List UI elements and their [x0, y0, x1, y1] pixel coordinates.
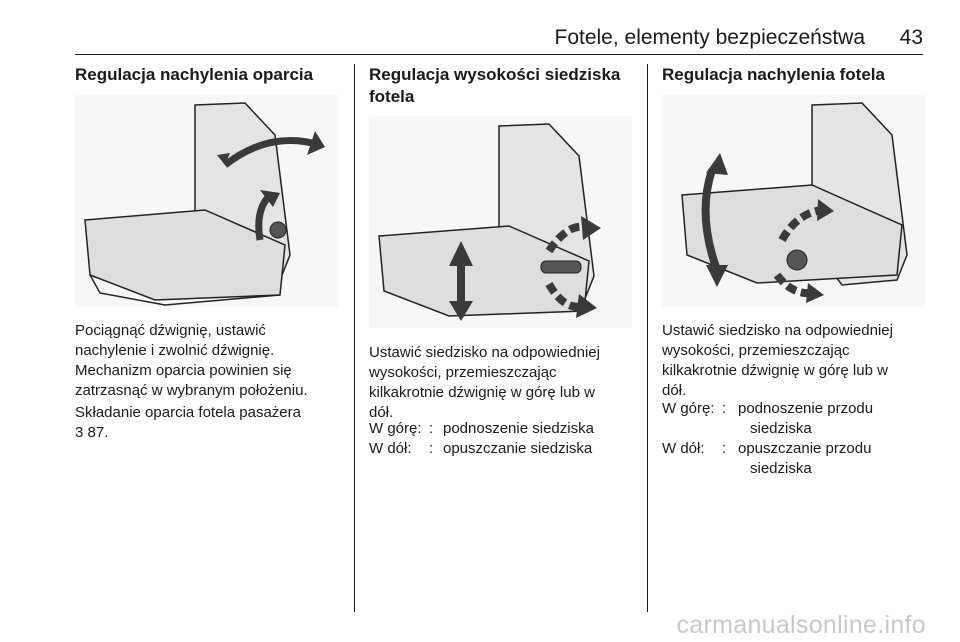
instructions-paragraph-seat-tilt: Ustawić siedzisko na odpowiedniej wysokości, przemieszczając kilkakrotnie dźwignię w górę lub w dół. [662, 322, 893, 399]
header-rule [75, 54, 923, 55]
section-heading-seat-height: Regulacja wysokości siedziska fotela [369, 65, 621, 106]
section-heading-seat-tilt: Regulacja nachylenia fotela [662, 65, 885, 84]
instructions-paragraph-backrest: Pociągnąć dźwignię, ustawić nachylenie i zwolnić dźwignię. Mechanizm oparcia powinien się zatrzasnąć w wybranym położeniu. [75, 322, 308, 399]
page-number: 43 [899, 26, 923, 49]
legend-row-down: W dół: : opuszczanie przodu siedziska [662, 440, 872, 477]
page-reference-link[interactable]: 87. [87, 424, 109, 441]
seat-height-lever-illustration [369, 116, 632, 328]
column-3 [662, 64, 932, 86]
column-divider-2 [647, 64, 648, 612]
seat-tilt-legend [662, 399, 873, 479]
passenger-fold-note: Składanie oparcia fotela pasażera 3 87. [75, 404, 301, 441]
section-heading-backrest: Regulacja nachylenia oparcia [75, 65, 314, 84]
seat-tilt-lever-illustration [662, 95, 925, 307]
legend-row-down: W dół: : opuszczanie siedziska [369, 440, 593, 457]
instructions-paragraph-seat-height: Ustawić siedzisko na odpowiedniej wysokości, przemieszczając kilkakrotnie dźwignię w górę lub w dół. [369, 344, 600, 421]
column-1 [75, 64, 345, 86]
seat-backrest-recline-illustration [75, 95, 338, 307]
reference-arrow-icon: 3 [75, 424, 84, 441]
legend-row-up: W górę: : podnoszenie przodu siedziska [662, 400, 874, 437]
column-2 [369, 64, 639, 108]
page-header-title: Fotele, elementy bezpieczeństwa [554, 26, 865, 49]
legend-row-up: W górę: : podnoszenie siedziska [369, 420, 594, 437]
column-divider-1 [354, 64, 355, 612]
footer-watermark: carmanualsonline.info [676, 611, 926, 639]
seat-height-legend [369, 419, 594, 459]
